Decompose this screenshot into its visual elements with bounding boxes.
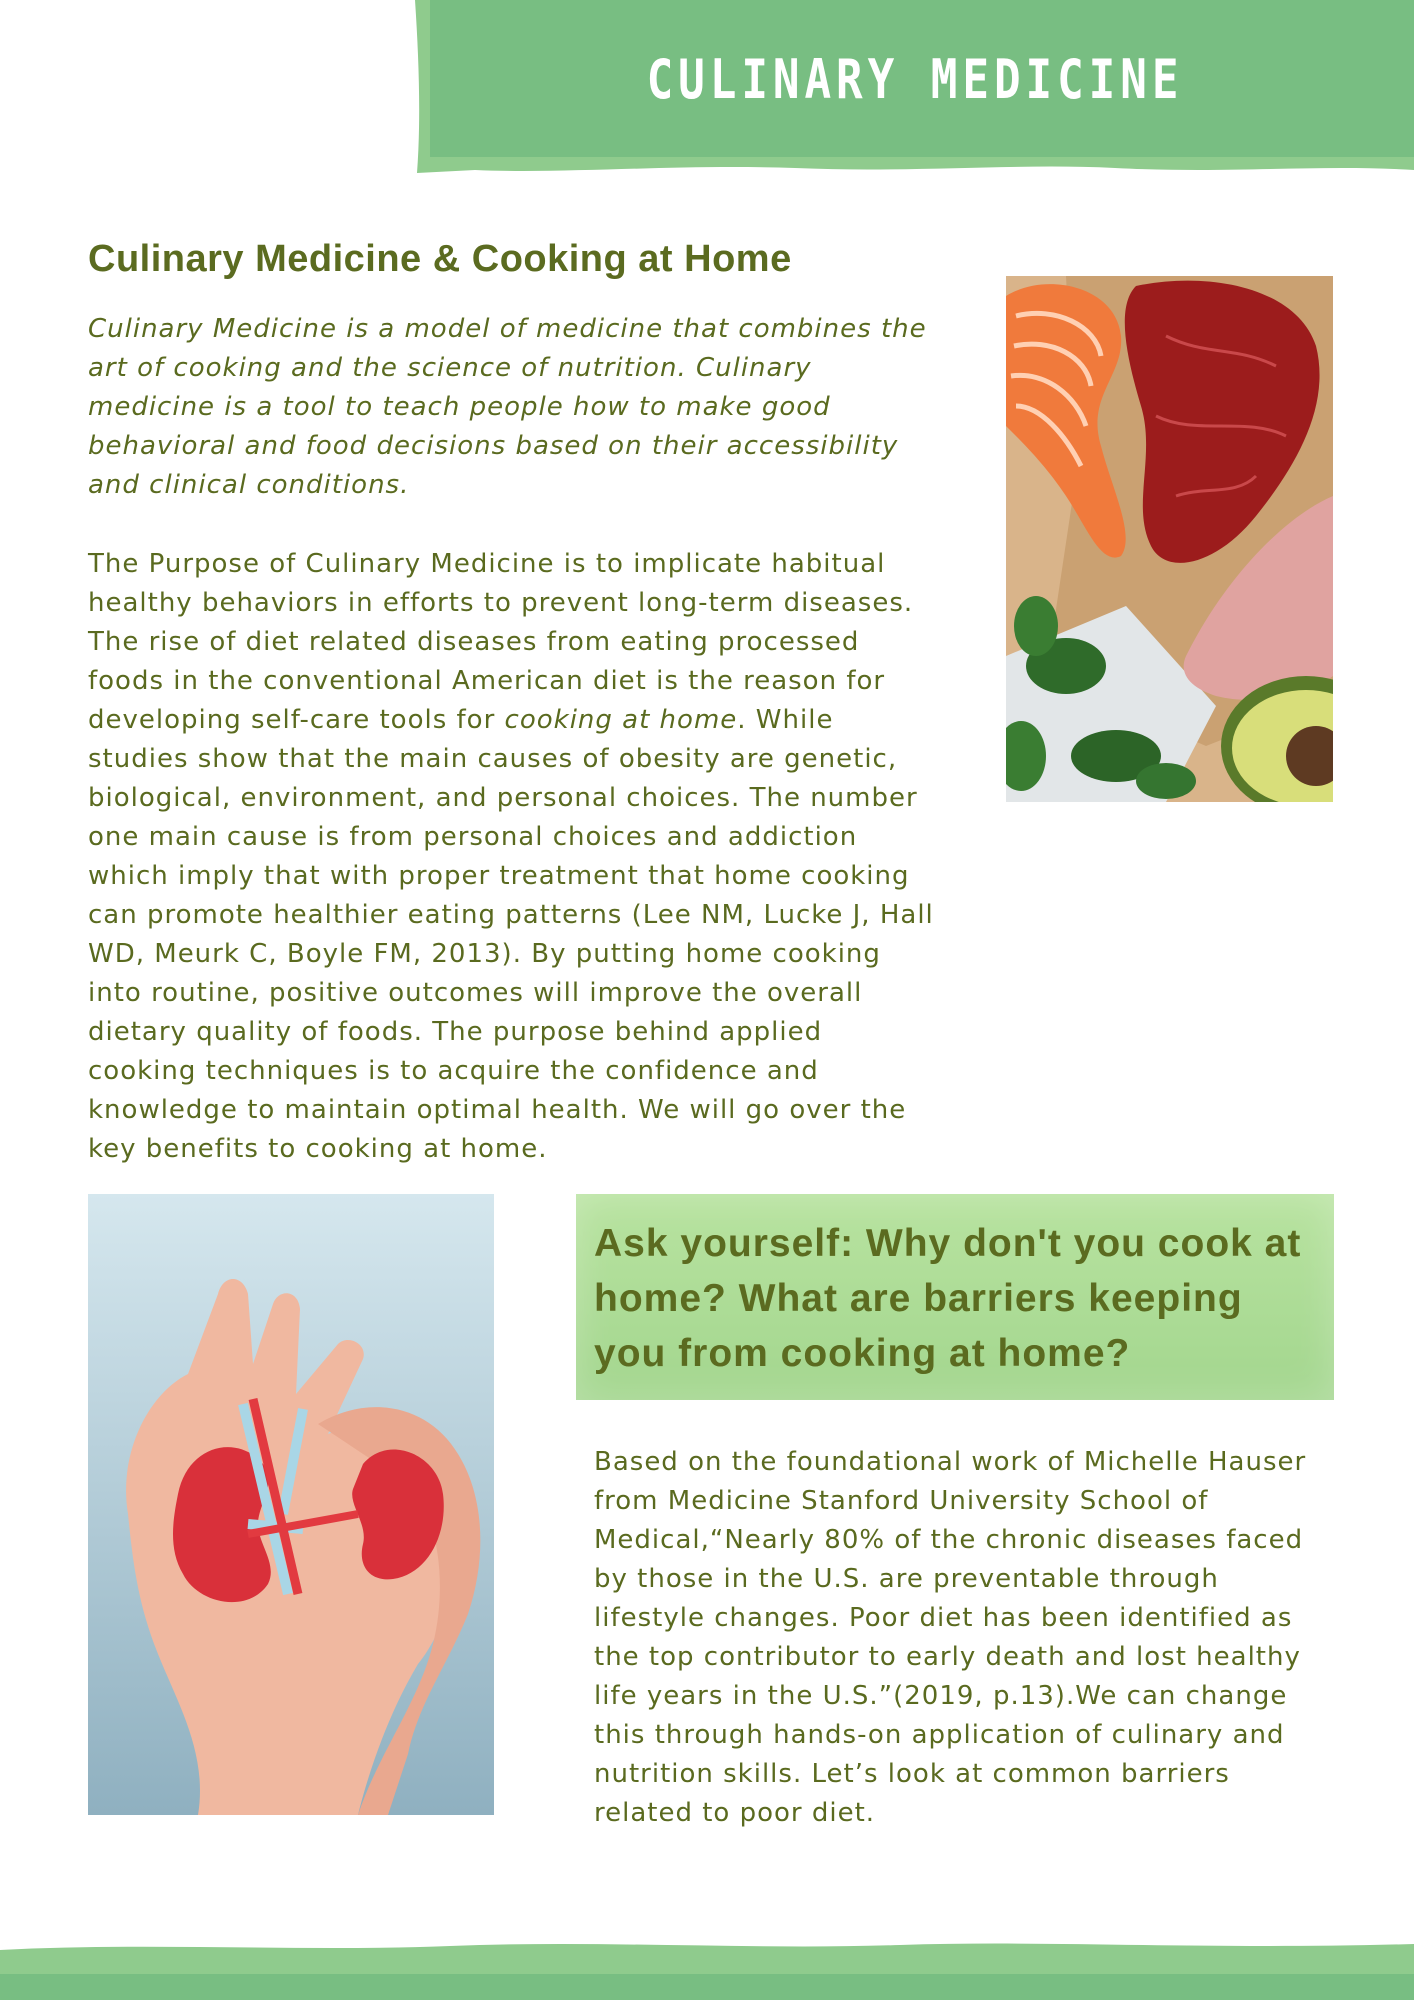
purpose-text-part2: . While studies show that the main causes of obesity are genetic, biological, environment, and personal choices. The number one main cause is from personal choices and addiction which imply that with proper treatment that home cooking can promote healthier eating patterns (Lee NM, Lucke J, Hall WD, Meurk C, Boyle FM, 2013). By putting home cooking into routine, positive outcomes will improve the overall dietary quality of foods. The purpose behind applied cooking techniques is to acquire the confidence and knowledge to maintain optimal health. We will go over the key benefits to cooking at home.: [88, 705, 934, 1164]
callout-question: Ask yourself: Why don't you cook at home? What are barriers keeping you from cooking at home?: [594, 1222, 1302, 1375]
purpose-text-part1: The Purpose of Culinary Medicine is to implicate habitual healthy behaviors in efforts to prevent long-term diseases. The rise of diet related diseases from eating processed foods in the conventional American diet is the reason for developing self-care tools for: [88, 549, 914, 735]
intro-paragraph: Culinary Medicine is a model of medicine that combines the art of cooking and the science of nutrition. Culinary medicine is a tool to teach people how to make good behavioral and food decisions based on their accessibility and clinical conditions.: [88, 314, 927, 500]
kidney-photo: [88, 1194, 494, 1815]
purpose-emphasis: cooking at home: [504, 705, 738, 735]
header-title: CULINARY MEDICINE: [646, 48, 1184, 111]
footer-banner: [0, 1940, 1414, 2000]
section-heading: Culinary Medicine & Cooking at Home: [88, 238, 792, 280]
purpose-paragraph: [88, 545, 938, 1169]
food-photo: [1006, 276, 1333, 802]
hauser-paragraph: Based on the foundational work of Michelle Hauser from Medicine Stanford University School of Medical,“Nearly 80% of the chronic diseases faced by those in the U.S. are preventable through lifestyle changes. Poor diet has been identified as the top contributor to early death and lost healthy life years in the U.S.”(2019, p.13).We can change this through hands-on application of culinary and nutrition skills. Let’s look at common barriers related to poor diet.: [594, 1447, 1307, 1828]
